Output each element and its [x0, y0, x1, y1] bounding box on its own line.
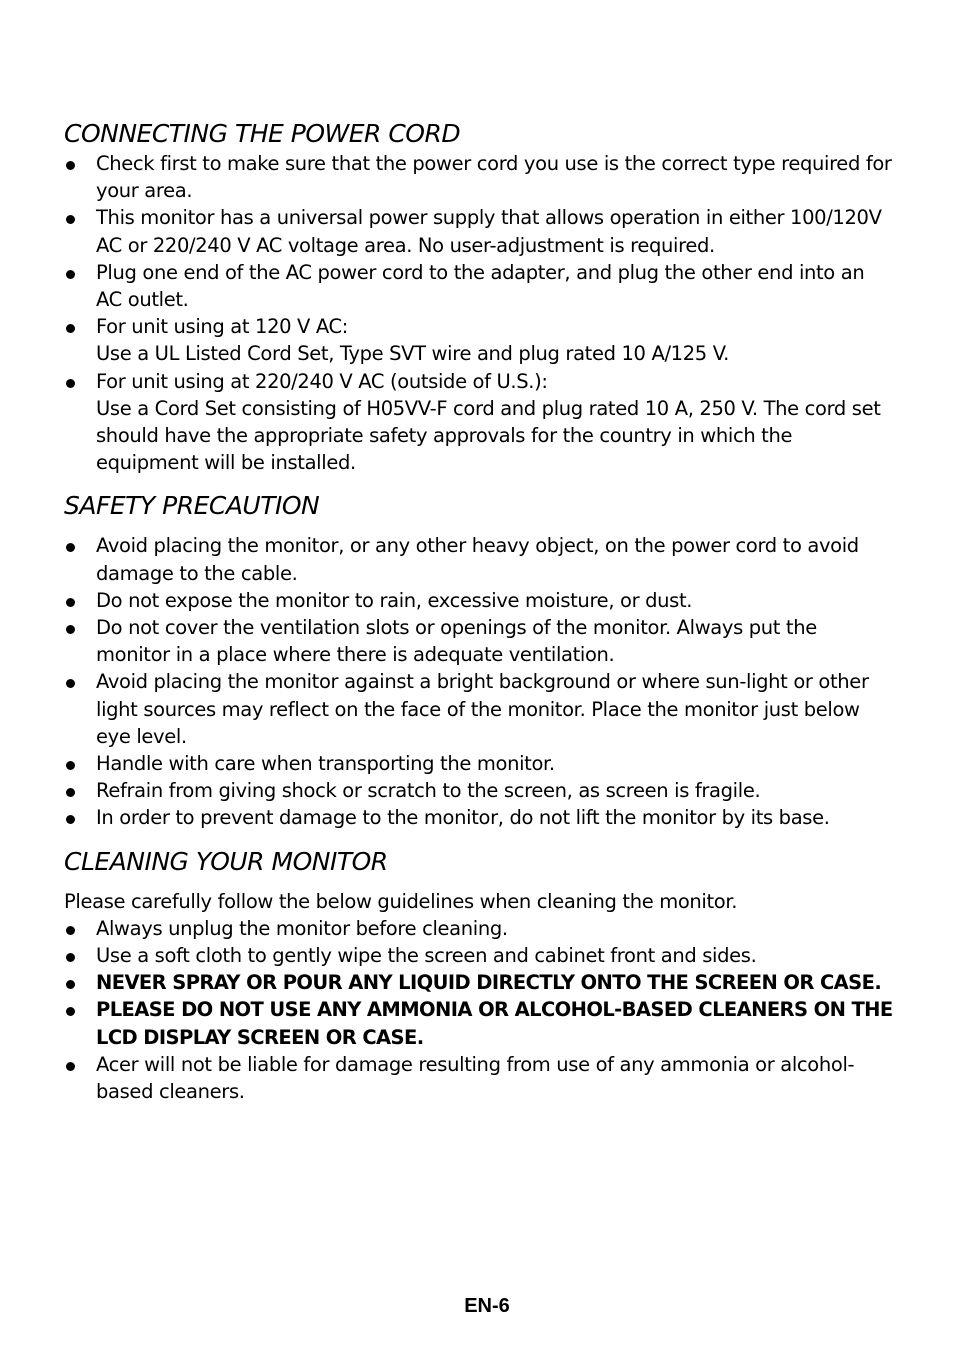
bullet-icon — [66, 270, 75, 279]
power-cord-list — [64, 150, 894, 476]
bullet-icon — [66, 761, 75, 770]
section-title-safety-precaution: SAFETY PRECAUTION — [64, 491, 320, 521]
section-title-connecting-power-cord: CONNECTING THE POWER CORD — [64, 119, 461, 148]
list-item: PLEASE DO NOT USE ANY AMMONIA OR ALCOHOL-BASED CLEANERS ON THE LCD DISPLAY SCREEN OR CASE. — [64, 996, 894, 1050]
document-page — [64, 118, 894, 1105]
list-item: Use a soft cloth to gently wipe the screen and cabinet front and sides. — [64, 942, 894, 969]
bullet-icon — [66, 625, 75, 634]
page-footer — [0, 1292, 954, 1320]
list-item-detail: Use a UL Listed Cord Set, Type SVT wire and plug rated 10 A/125 V. — [96, 342, 730, 366]
list-item: For unit using at 220/240 V AC (outside of U.S.): Use a Cord Set consisting of H05VV-F cord and plug rated 10 A, 250 V. The cord set should have the appropriate safety approvals for the country in which the equipment will be installed. — [64, 368, 894, 477]
bullet-icon — [66, 543, 75, 552]
bullet-icon — [66, 1062, 75, 1071]
list-item: Refrain from giving shock or scratch to the screen, as screen is fragile. — [64, 777, 894, 804]
bullet-icon — [66, 379, 75, 388]
list-item: Plug one end of the AC power cord to the adapter, and plug the other end into an AC outlet. — [64, 259, 894, 313]
list-item: This monitor has a universal power supply that allows operation in either 100/120V AC or 220/240 V AC voltage area. No user-adjustment is required. — [64, 204, 894, 258]
bullet-icon — [66, 1007, 75, 1016]
bullet-icon — [66, 215, 75, 224]
bullet-icon — [66, 679, 75, 688]
list-item: Do not cover the ventilation slots or openings of the monitor. Always put the monitor in a place where there is adequate ventilation. — [64, 614, 894, 668]
page-number: EN-6 — [464, 1295, 510, 1317]
bullet-icon — [66, 953, 75, 962]
bullet-icon — [66, 161, 75, 170]
list-item: In order to prevent damage to the monitor, do not lift the monitor by its base. — [64, 804, 894, 831]
cleaning-intro: Please carefully follow the below guidelines when cleaning the monitor. — [64, 889, 738, 913]
section-title-cleaning-monitor: CLEANING YOUR MONITOR — [64, 846, 388, 876]
list-item-detail: Use a Cord Set consisting of H05VV-F cord and plug rated 10 A, 250 V. The cord set should have the appropriate safety approvals for the country in which the equipment will be installed. — [96, 396, 881, 475]
bullet-icon — [66, 324, 75, 333]
bullet-icon — [66, 980, 75, 989]
bullet-icon — [66, 788, 75, 797]
bullet-icon — [66, 815, 75, 824]
list-item: Avoid placing the monitor, or any other heavy object, on the power cord to avoid damage to the cable. — [64, 532, 894, 586]
bullet-icon — [66, 598, 75, 607]
list-item: Acer will not be liable for damage resulting from use of any ammonia or alcohol-based cleaners. — [64, 1051, 894, 1105]
list-item: Check first to make sure that the power cord you use is the correct type required for your area. — [64, 150, 894, 204]
list-item: Always unplug the monitor before cleaning. — [64, 915, 894, 942]
list-item: Handle with care when transporting the monitor. — [64, 750, 894, 777]
list-item: For unit using at 120 V AC: Use a UL Listed Cord Set, Type SVT wire and plug rated 10 A/125 V. — [64, 313, 894, 367]
safety-list — [64, 532, 894, 831]
list-item: Avoid placing the monitor against a bright background or where sun-light or other light sources may reflect on the face of the monitor. Place the monitor just below eye level. — [64, 668, 894, 750]
bullet-icon — [66, 926, 75, 935]
list-item: Do not expose the monitor to rain, excessive moisture, or dust. — [64, 587, 894, 614]
cleaning-list — [64, 915, 894, 1105]
list-item: NEVER SPRAY OR POUR ANY LIQUID DIRECTLY ONTO THE SCREEN OR CASE. — [64, 969, 894, 996]
